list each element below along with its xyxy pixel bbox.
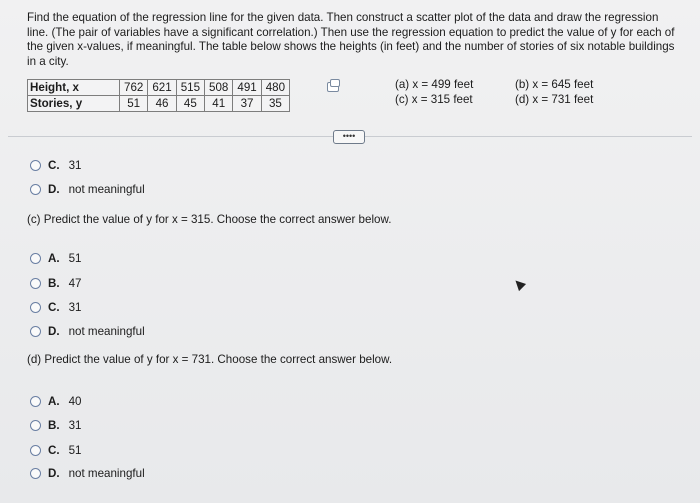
question-c: (c) Predict the value of y for x = 315. Choose the correct answer below.: [27, 213, 392, 226]
row-header-stories: Stories, y: [28, 96, 120, 112]
copy-table-icon[interactable]: [327, 82, 339, 92]
row-header-height: Height, x: [28, 80, 120, 96]
option-text: 40: [68, 395, 82, 408]
option-letter: B.: [48, 277, 60, 290]
option-c-d[interactable]: [30, 324, 145, 339]
part-d-label: (d) x = 731 feet: [515, 93, 594, 106]
option-letter: B.: [48, 419, 60, 432]
option-d-b[interactable]: [30, 418, 82, 433]
radio-icon[interactable]: [30, 326, 41, 337]
option-text: not meaningful: [68, 467, 145, 480]
radio-icon[interactable]: [30, 396, 41, 407]
option-d-c[interactable]: [30, 443, 82, 458]
option-text: 47: [68, 277, 82, 290]
expand-more-button[interactable]: ••••: [333, 130, 365, 144]
table-cell: 480: [261, 80, 289, 96]
option-letter: A.: [48, 395, 60, 408]
radio-icon[interactable]: [30, 302, 41, 313]
table-cell: 45: [176, 96, 204, 112]
option-text: 51: [68, 444, 82, 457]
radio-icon[interactable]: [30, 160, 41, 171]
table-cell: 621: [148, 80, 176, 96]
option-letter: D.: [48, 325, 60, 338]
data-table: [27, 79, 290, 112]
option-text: 51: [68, 252, 82, 265]
table-cell: 41: [205, 96, 233, 112]
option-letter: D.: [48, 467, 60, 480]
option-b-d[interactable]: [30, 182, 145, 197]
option-text: 31: [68, 301, 82, 314]
mouse-cursor-icon: [512, 277, 526, 291]
radio-icon[interactable]: [30, 420, 41, 431]
part-b-label: (b) x = 645 feet: [515, 78, 594, 91]
option-c-b[interactable]: [30, 276, 82, 291]
option-letter: C.: [48, 301, 60, 314]
option-letter: C.: [48, 444, 60, 457]
part-a-label: (a) x = 499 feet: [395, 78, 474, 91]
option-text: not meaningful: [68, 325, 145, 338]
table-cell: 508: [205, 80, 233, 96]
table-cell: 35: [261, 96, 289, 112]
table-cell: 515: [176, 80, 204, 96]
option-c-c[interactable]: [30, 300, 82, 315]
table-row: [28, 80, 290, 96]
table-cell: 46: [148, 96, 176, 112]
option-letter: A.: [48, 252, 60, 265]
option-text: 31: [68, 419, 82, 432]
table-cell: 762: [120, 80, 148, 96]
option-text: 31: [68, 159, 82, 172]
option-d-a[interactable]: [30, 394, 82, 409]
radio-icon[interactable]: [30, 184, 41, 195]
question-d: (d) Predict the value of y for x = 731. Choose the correct answer below.: [27, 353, 393, 366]
option-c-a[interactable]: [30, 251, 82, 266]
option-text: not meaningful: [68, 183, 145, 196]
table-cell: 37: [233, 96, 261, 112]
radio-icon[interactable]: [30, 468, 41, 479]
part-c-label: (c) x = 315 feet: [395, 93, 473, 106]
option-letter: D.: [48, 183, 60, 196]
option-letter: C.: [48, 159, 60, 172]
radio-icon[interactable]: [30, 253, 41, 264]
option-d-d[interactable]: [30, 466, 145, 481]
table-row: [28, 96, 290, 112]
radio-icon[interactable]: [30, 278, 41, 289]
option-b-c[interactable]: [30, 158, 82, 173]
table-cell: 491: [233, 80, 261, 96]
problem-statement: Find the equation of the regression line for the given data. Then construct a scatter plot of the data and draw the regression line. (The pair of variables have a significant correlation.) Then use the regression equation to predict the value of y for each of the given x-values, if meaningful. The table below shows the heights (in feet) and the number of stories of six notable buildings in a city.: [27, 11, 675, 68]
table-cell: 51: [120, 96, 148, 112]
radio-icon[interactable]: [30, 445, 41, 456]
